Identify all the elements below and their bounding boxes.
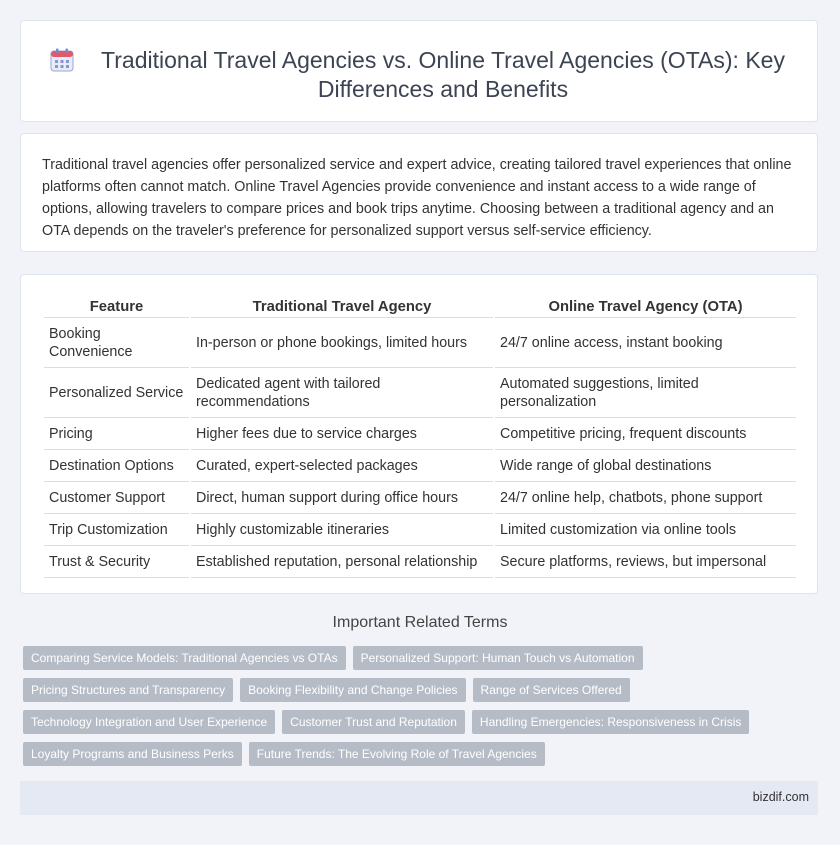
related-tag[interactable]: Technology Integration and User Experience bbox=[23, 710, 275, 734]
header-traditional: Traditional Travel Agency bbox=[191, 296, 493, 318]
traditional-cell: Higher fees due to service charges bbox=[191, 420, 493, 450]
title-card bbox=[20, 20, 818, 122]
ota-cell: Wide range of global destinations bbox=[495, 452, 796, 482]
related-tag[interactable]: Comparing Service Models: Traditional Agencies vs OTAs bbox=[23, 646, 346, 670]
footer-site-link[interactable]: bizdif.com bbox=[752, 790, 809, 804]
feature-cell: Trip Customization bbox=[44, 516, 189, 546]
table-row bbox=[44, 484, 796, 514]
traditional-cell: In-person or phone bookings, limited hours bbox=[191, 320, 493, 368]
related-tag[interactable]: Personalized Support: Human Touch vs Automation bbox=[353, 646, 643, 670]
traditional-cell: Curated, expert-selected packages bbox=[191, 452, 493, 482]
table-row bbox=[44, 370, 796, 418]
feature-cell: Trust & Security bbox=[44, 548, 189, 578]
related-tag[interactable]: Booking Flexibility and Change Policies bbox=[240, 678, 465, 702]
table-header-row bbox=[44, 296, 796, 318]
page-title: Traditional Travel Agencies vs. Online Travel Agencies (OTAs): Key Differences and Benefits bbox=[101, 47, 785, 102]
ota-cell: Competitive pricing, frequent discounts bbox=[495, 420, 796, 450]
ota-cell: 24/7 online help, chatbots, phone support bbox=[495, 484, 796, 514]
related-tag[interactable]: Handling Emergencies: Responsiveness in Crisis bbox=[472, 710, 749, 734]
related-tag[interactable]: Future Trends: The Evolving Role of Travel Agencies bbox=[249, 742, 545, 766]
calendar-icon bbox=[49, 47, 75, 73]
ota-cell: 24/7 online access, instant booking bbox=[495, 320, 796, 368]
comparison-table bbox=[42, 294, 798, 580]
footer bbox=[20, 781, 818, 815]
related-tag[interactable]: Customer Trust and Reputation bbox=[282, 710, 465, 734]
table-row bbox=[44, 548, 796, 578]
related-tag[interactable]: Loyalty Programs and Business Perks bbox=[23, 742, 242, 766]
related-tag[interactable]: Pricing Structures and Transparency bbox=[23, 678, 233, 702]
feature-cell: Destination Options bbox=[44, 452, 189, 482]
ota-cell: Secure platforms, reviews, but impersonal bbox=[495, 548, 796, 578]
traditional-cell: Direct, human support during office hours bbox=[191, 484, 493, 514]
related-tag[interactable]: Range of Services Offered bbox=[473, 678, 630, 702]
intro-paragraph: Traditional travel agencies offer personalized service and expert advice, creating tailored travel experiences that online platforms often cannot match. Online Travel Agencies provide convenience and instant access to a wide range of options, allowing travelers to compare prices and book trips anytime. Choosing between a traditional agency and an OTA depends on the traveler's preference for personalized support versus self-service efficiency. bbox=[42, 157, 792, 239]
header-ota: Online Travel Agency (OTA) bbox=[495, 296, 796, 318]
related-terms-tags bbox=[23, 646, 818, 774]
table-row bbox=[44, 320, 796, 368]
feature-cell: Customer Support bbox=[44, 484, 189, 514]
traditional-cell: Dedicated agent with tailored recommendations bbox=[191, 370, 493, 418]
feature-cell: Pricing bbox=[44, 420, 189, 450]
traditional-cell: Highly customizable itineraries bbox=[191, 516, 493, 546]
feature-cell: Booking Convenience bbox=[44, 320, 189, 368]
feature-cell: Personalized Service bbox=[44, 370, 189, 418]
intro-card bbox=[20, 133, 818, 252]
comparison-card bbox=[20, 274, 818, 594]
table-row bbox=[44, 516, 796, 546]
ota-cell: Limited customization via online tools bbox=[495, 516, 796, 546]
table-row bbox=[44, 420, 796, 450]
header-feature: Feature bbox=[44, 296, 189, 318]
related-terms-title: Important Related Terms bbox=[332, 614, 508, 631]
table-row bbox=[44, 452, 796, 482]
ota-cell: Automated suggestions, limited personalization bbox=[495, 370, 796, 418]
traditional-cell: Established reputation, personal relationship bbox=[191, 548, 493, 578]
